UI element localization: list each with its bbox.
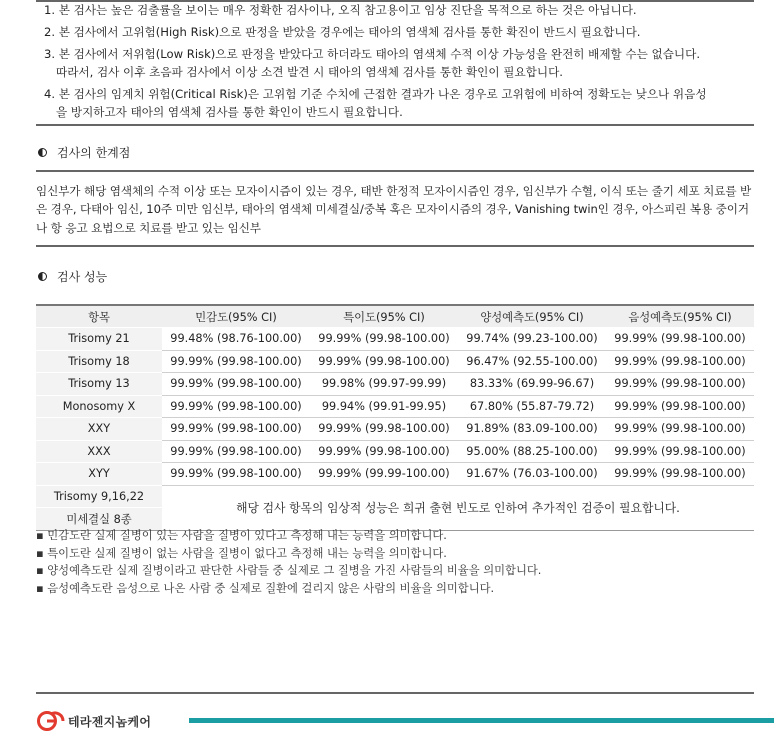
table-cell: 83.33% (69.99-96.67) — [458, 373, 606, 396]
performance-section-title: 검사 성능 — [38, 268, 107, 285]
list-item: ▪ 특이도란 실제 질병이 없는 사람을 질병이 없다고 측정해 내는 능력을 의미합니다. — [36, 546, 447, 560]
table-cell: 99.99% (99.98-100.00) — [162, 418, 310, 441]
limits-rule — [36, 170, 754, 172]
table-cell: 99.99% (99.98-100.00) — [162, 395, 310, 418]
table-row-label: Monosomy X — [36, 395, 162, 418]
brand-logo — [36, 710, 151, 732]
section-divider — [36, 124, 754, 126]
limits-bottom-rule — [36, 245, 754, 247]
table-cell: 99.99% (99.98-100.00) — [606, 395, 754, 418]
table-cell: 99.99% (99.98-100.00) — [606, 418, 754, 441]
table-cell: 67.80% (55.87-79.72) — [458, 395, 606, 418]
half-circle-icon — [38, 148, 47, 157]
table-cell: 99.74% (99.23-100.00) — [458, 328, 606, 351]
table-cell: 99.99% (99.98-100.00) — [606, 373, 754, 396]
table-row-label: Trisomy 18 — [36, 350, 162, 373]
table-cell: 99.99% (99.98-100.00) — [606, 350, 754, 373]
note-item: 4. 본 검사의 임계치 위험(Critical Risk)은 고위험 기준 수치에 근접한 결과가 나온 경우로 고위험에 비하여 정확도는 낮으나 위음성 을 방지하고자 태아의 염색체 검사를 통한 확인이 반드시 필요합니다. — [44, 86, 707, 119]
table-cell: 99.99% (99.98-100.00) — [310, 328, 458, 351]
definitions-list — [36, 527, 541, 597]
table-row — [36, 350, 754, 373]
table-cell: 99.99% (99.98-100.00) — [606, 328, 754, 351]
table-cell: 96.47% (92.55-100.00) — [458, 350, 606, 373]
table-cell: 99.99% (99.98-100.00) — [162, 463, 310, 486]
table-row — [36, 373, 754, 396]
table-cell: 91.89% (83.09-100.00) — [458, 418, 606, 441]
table-cell: 99.99% (99.98-100.00) — [162, 350, 310, 373]
table-header: 음성예측도(95% CI) — [606, 305, 754, 328]
limits-paragraph: 임신부가 해당 염색체의 수적 이상 또는 모자이시즘이 있는 경우, 태반 한정적 모자이시즘인 경우, 임신부가 수혈, 이식 또는 줄기 세포 치료를 받은 경우, 다태아 임신, 10주 미만 임신부, 태아의 염색체 미세결실/중복 혹은 모자이시즘의 경우, Vanishing twin인 경우, 아스피린 복용 중이거나 항 응고 요법으로 치료를 받고 있는 임신부 — [36, 184, 752, 235]
table-header: 양성예측도(95% CI) — [458, 305, 606, 328]
table-row-label: XYY — [36, 463, 162, 486]
half-circle-icon — [38, 272, 47, 281]
note-item: 3. 본 검사에서 저위험(Low Risk)으로 판정을 받았다고 하더라도 태아의 염색체 수적 이상 가능성을 완전히 배제할 수는 없습니다. 따라서, 검사 이후 초음파 검사에서 이상 소견 발견 시 태아의 염색체 검사를 통한 확인이 필요합니다. — [44, 46, 701, 79]
table-row-label: Trisomy 21 — [36, 328, 162, 351]
table-cell: 99.99% (99.98-100.00) — [310, 440, 458, 463]
brand-mark-icon — [36, 710, 66, 732]
table-cell: 99.99% (99.98-100.00) — [310, 418, 458, 441]
table-cell: 95.00% (88.25-100.00) — [458, 440, 606, 463]
table-row — [36, 440, 754, 463]
note-item: 1. 본 검사는 높은 검출률을 보이는 매우 정확한 검사이나, 오직 참고용이고 임상 진단을 목적으로 하는 것은 아닙니다. — [44, 3, 637, 17]
notes-list — [36, 2, 754, 126]
table-row — [36, 395, 754, 418]
footer-rule — [36, 692, 754, 694]
table-row-label: Trisomy 9,16,22 — [36, 485, 162, 508]
table-cell: 99.98% (99.97-99.99) — [310, 373, 458, 396]
table-cell: 99.99% (99.98-100.00) — [310, 350, 458, 373]
list-item: ▪ 양성예측도란 실제 질병이라고 판단한 사람들 중 실제로 그 질병을 가진 사람들의 비율을 의미합니다. — [36, 564, 542, 577]
note-item: 2. 본 검사에서 고위험(High Risk)으로 판정을 받았을 경우에는 태아의 염색체 검사를 통한 확진이 반드시 필요합니다. — [44, 24, 641, 39]
table-row — [36, 328, 754, 351]
table-row-label: 미세결실 8종 — [36, 508, 162, 531]
performance-table — [36, 304, 754, 531]
list-item: ▪ 음성예측도란 음성으로 나온 사람 중 실제로 질환에 걸리지 않은 사람의 비율을 의미합니다. — [36, 581, 495, 595]
footer-accent-bar — [189, 718, 774, 723]
table-row — [36, 485, 754, 508]
table-cell: 99.99% (99.98-100.00) — [162, 373, 310, 396]
table-cell: 91.67% (76.03-100.00) — [458, 463, 606, 486]
table-header-row — [36, 305, 754, 328]
table-cell: 99.99% (99.98-100.00) — [606, 463, 754, 486]
table-cell: 99.99% (99.98-100.00) — [162, 440, 310, 463]
table-cell: 99.99% (99.98-100.00) — [606, 440, 754, 463]
table-header: 민감도(95% CI) — [162, 305, 310, 328]
limits-section-title: 검사의 한계점 — [38, 144, 130, 161]
table-cell: 99.94% (99.91-99.95) — [310, 395, 458, 418]
table-row-label: XXX — [36, 440, 162, 463]
table-row-label: XXY — [36, 418, 162, 441]
table-note-cell: 해당 검사 항목의 임상적 성능은 희귀 출현 빈도로 인하여 추가적인 검증이 필요합니다. — [162, 485, 754, 530]
table-row — [36, 463, 754, 486]
table-header: 특이도(95% CI) — [310, 305, 458, 328]
table-header: 항목 — [36, 305, 162, 328]
table-cell: 99.99% (99.99-100.00) — [310, 463, 458, 486]
table-row — [36, 418, 754, 441]
table-cell: 99.48% (98.76-100.00) — [162, 328, 310, 351]
table-row-label: Trisomy 13 — [36, 373, 162, 396]
list-item: ▪ 민감도란 실제 질병이 있는 사람을 질병이 있다고 측정해 내는 능력을 의미합니다. — [36, 529, 447, 542]
brand-name: 테라젠지놈케어 — [68, 714, 152, 729]
